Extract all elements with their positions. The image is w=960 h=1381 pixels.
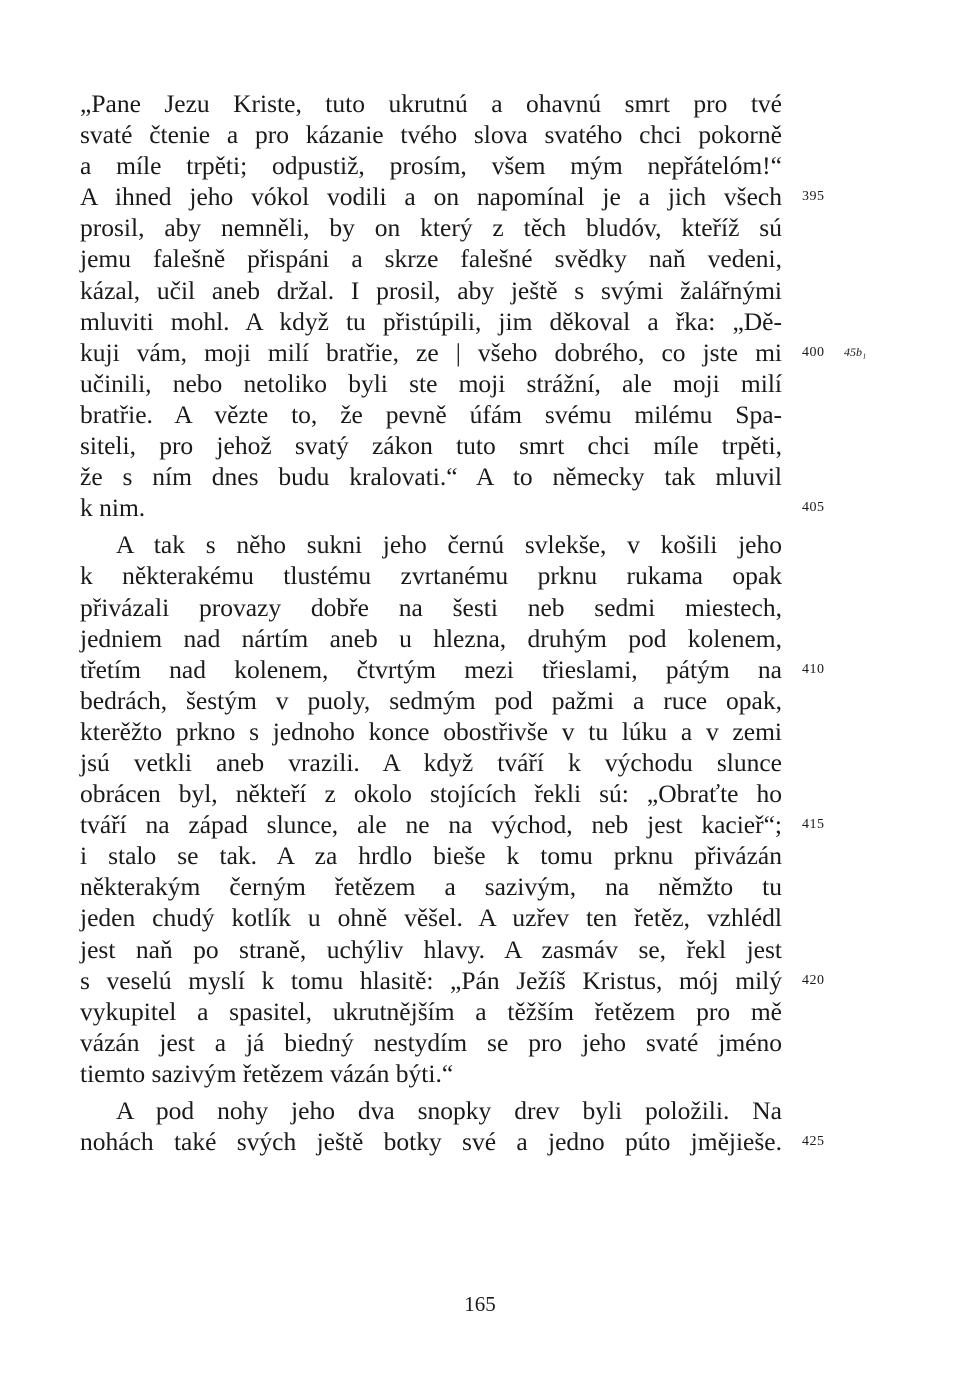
text-line: [80, 1027, 782, 1058]
line-number: 415: [802, 817, 825, 833]
line-text: vázán jest a já biedný nestydím se pro jeho svaté jméno: [80, 1027, 782, 1057]
text-line: [80, 778, 782, 809]
line-text: k některakému tlustému zvrtanému prknu rukama opak: [80, 561, 782, 591]
text-line: [80, 685, 782, 716]
line-text: jeden chudý kotlík u ohně věšel. A uzřev ten řetěz, vzhlédl: [80, 903, 782, 933]
line-text: jedniem nad nártím aneb u hlezna, druhým pod kolenem,: [80, 623, 782, 653]
line-text: „Pane Jezu Kriste, tuto ukrutnú a ohavnú smrt pro tvé: [80, 89, 782, 118]
line-text: bedrách, šestým v puoly, sedmým pod pažmi a ruce opak,: [80, 685, 782, 715]
line-text: některakým černým řetězem a sazivým, na němžto tu: [80, 872, 782, 902]
folio-mark: 45b₁: [844, 344, 867, 359]
text-line: [80, 337, 867, 368]
line-text: kuji vám, moji milí bratřie, ze | všeho dobrého, co jste mi: [80, 337, 782, 367]
text-line: [80, 529, 782, 560]
text-line: [80, 399, 782, 430]
text-line: [80, 150, 782, 181]
line-text: vykupitel a spasitel, ukrutnějším a těžším řetězem pro mě: [80, 996, 782, 1026]
text-line: [80, 840, 782, 871]
text-line: [80, 716, 782, 747]
text-line: [80, 871, 782, 902]
text-line: [80, 430, 782, 461]
text-line: [80, 461, 782, 492]
line-number: 425: [802, 1134, 825, 1150]
line-text: obrácen byl, někteří z okolo stojících řekli sú: „Obraťte ho: [80, 779, 782, 809]
line-text: siteli, pro jehož svatý zákon tuto smrt chci míle trpěti,: [80, 431, 782, 461]
line-text: tiemto sazivým řetězem vázán býti.“: [80, 1058, 454, 1088]
line-text: mluviti mohl. A když tu přistúpili, jim děkoval a řka: „Dě-: [80, 306, 782, 336]
text-block: [80, 88, 867, 1157]
line-number: 410: [802, 661, 825, 677]
text-line: [80, 212, 782, 243]
text-line: [80, 181, 825, 212]
text-line: [80, 119, 782, 150]
line-text: přivázali provazy dobře na šesti neb sedmi miestech,: [80, 592, 782, 622]
text-line: [80, 368, 782, 399]
text-line: [80, 965, 825, 996]
text-line: [80, 1126, 825, 1157]
page-number: 165: [464, 1292, 496, 1316]
line-text: jsú vetkli aneb vrazili. A když tváří k východu slunce: [80, 747, 782, 777]
line-text: bratřie. A vězte to, že pevně úfám svému milému Spa-: [80, 399, 782, 429]
line-text: i stalo se tak. A za hrdlo bieše k tomu prknu přivázán: [80, 841, 782, 871]
line-number: 400: [802, 344, 825, 360]
text-line: [80, 623, 782, 654]
text-line: [80, 306, 782, 337]
line-text: kterěžto prkno s jednoho konce obostřivše v tu lúku a v zemi: [80, 716, 782, 746]
line-text: kázal, učil aneb držal. I prosil, aby ještě s svými žalářnými: [80, 275, 782, 305]
line-number: 405: [802, 500, 825, 516]
line-text: třetím nad kolenem, čtvrtým mezi třieslami, pátým na: [80, 654, 782, 684]
line-text: že s ním dnes budu kralovati.“ A to německy tak mluvil: [80, 462, 782, 492]
text-line: [80, 492, 825, 523]
line-text: nohách také svých ještě botky své a jedno púto jmějieše.: [80, 1127, 782, 1157]
text-line: [80, 275, 782, 306]
text-line: [80, 243, 782, 274]
line-text: jest naň po straně, uchýliv hlavy. A zasmáv se, řekl jest: [80, 934, 782, 964]
text-line: [80, 996, 782, 1027]
line-text: svaté čtenie a pro kázanie tvého slova svatého chci pokorně: [80, 120, 782, 150]
text-line: [80, 934, 782, 965]
line-text: A pod nohy jeho dva snopky drev byli položili. Na: [116, 1096, 782, 1125]
text-line: [80, 592, 782, 623]
text-line: [80, 902, 782, 933]
text-line: [80, 654, 825, 685]
text-line: [80, 809, 825, 840]
line-text: tváří na západ slunce, ale ne na východ, neb jest kacieř“;: [80, 810, 782, 840]
line-text: a míle trpěti; odpustiž, prosím, všem mým nepřátelóm!“: [80, 151, 782, 181]
line-text: A tak s něho sukni jeho černú svlekše, v košili jeho: [116, 530, 782, 560]
line-number: 395: [802, 189, 825, 205]
text-line: [80, 1095, 782, 1126]
line-text: prosil, aby nemněli, by on který z těch bludóv, kteříž sú: [80, 213, 782, 243]
text-line: [80, 1058, 782, 1089]
text-line: [80, 747, 782, 778]
line-text: s veselú myslí k tomu hlasitě: „Pán Ježíš Kristus, mój milý: [80, 965, 782, 995]
text-line: [80, 88, 782, 119]
line-text: A ihned jeho vókol vodili a on napomínal je a jich všech: [80, 182, 782, 212]
text-line: [80, 560, 782, 591]
line-number: 420: [802, 972, 825, 988]
line-text: učinili, nebo netoliko byli ste moji strážní, ale moji milí: [80, 368, 782, 398]
line-text: jemu falešně přispáni a skrze falešné svědky naň vedeni,: [80, 244, 782, 274]
line-text: k nim.: [80, 493, 146, 523]
